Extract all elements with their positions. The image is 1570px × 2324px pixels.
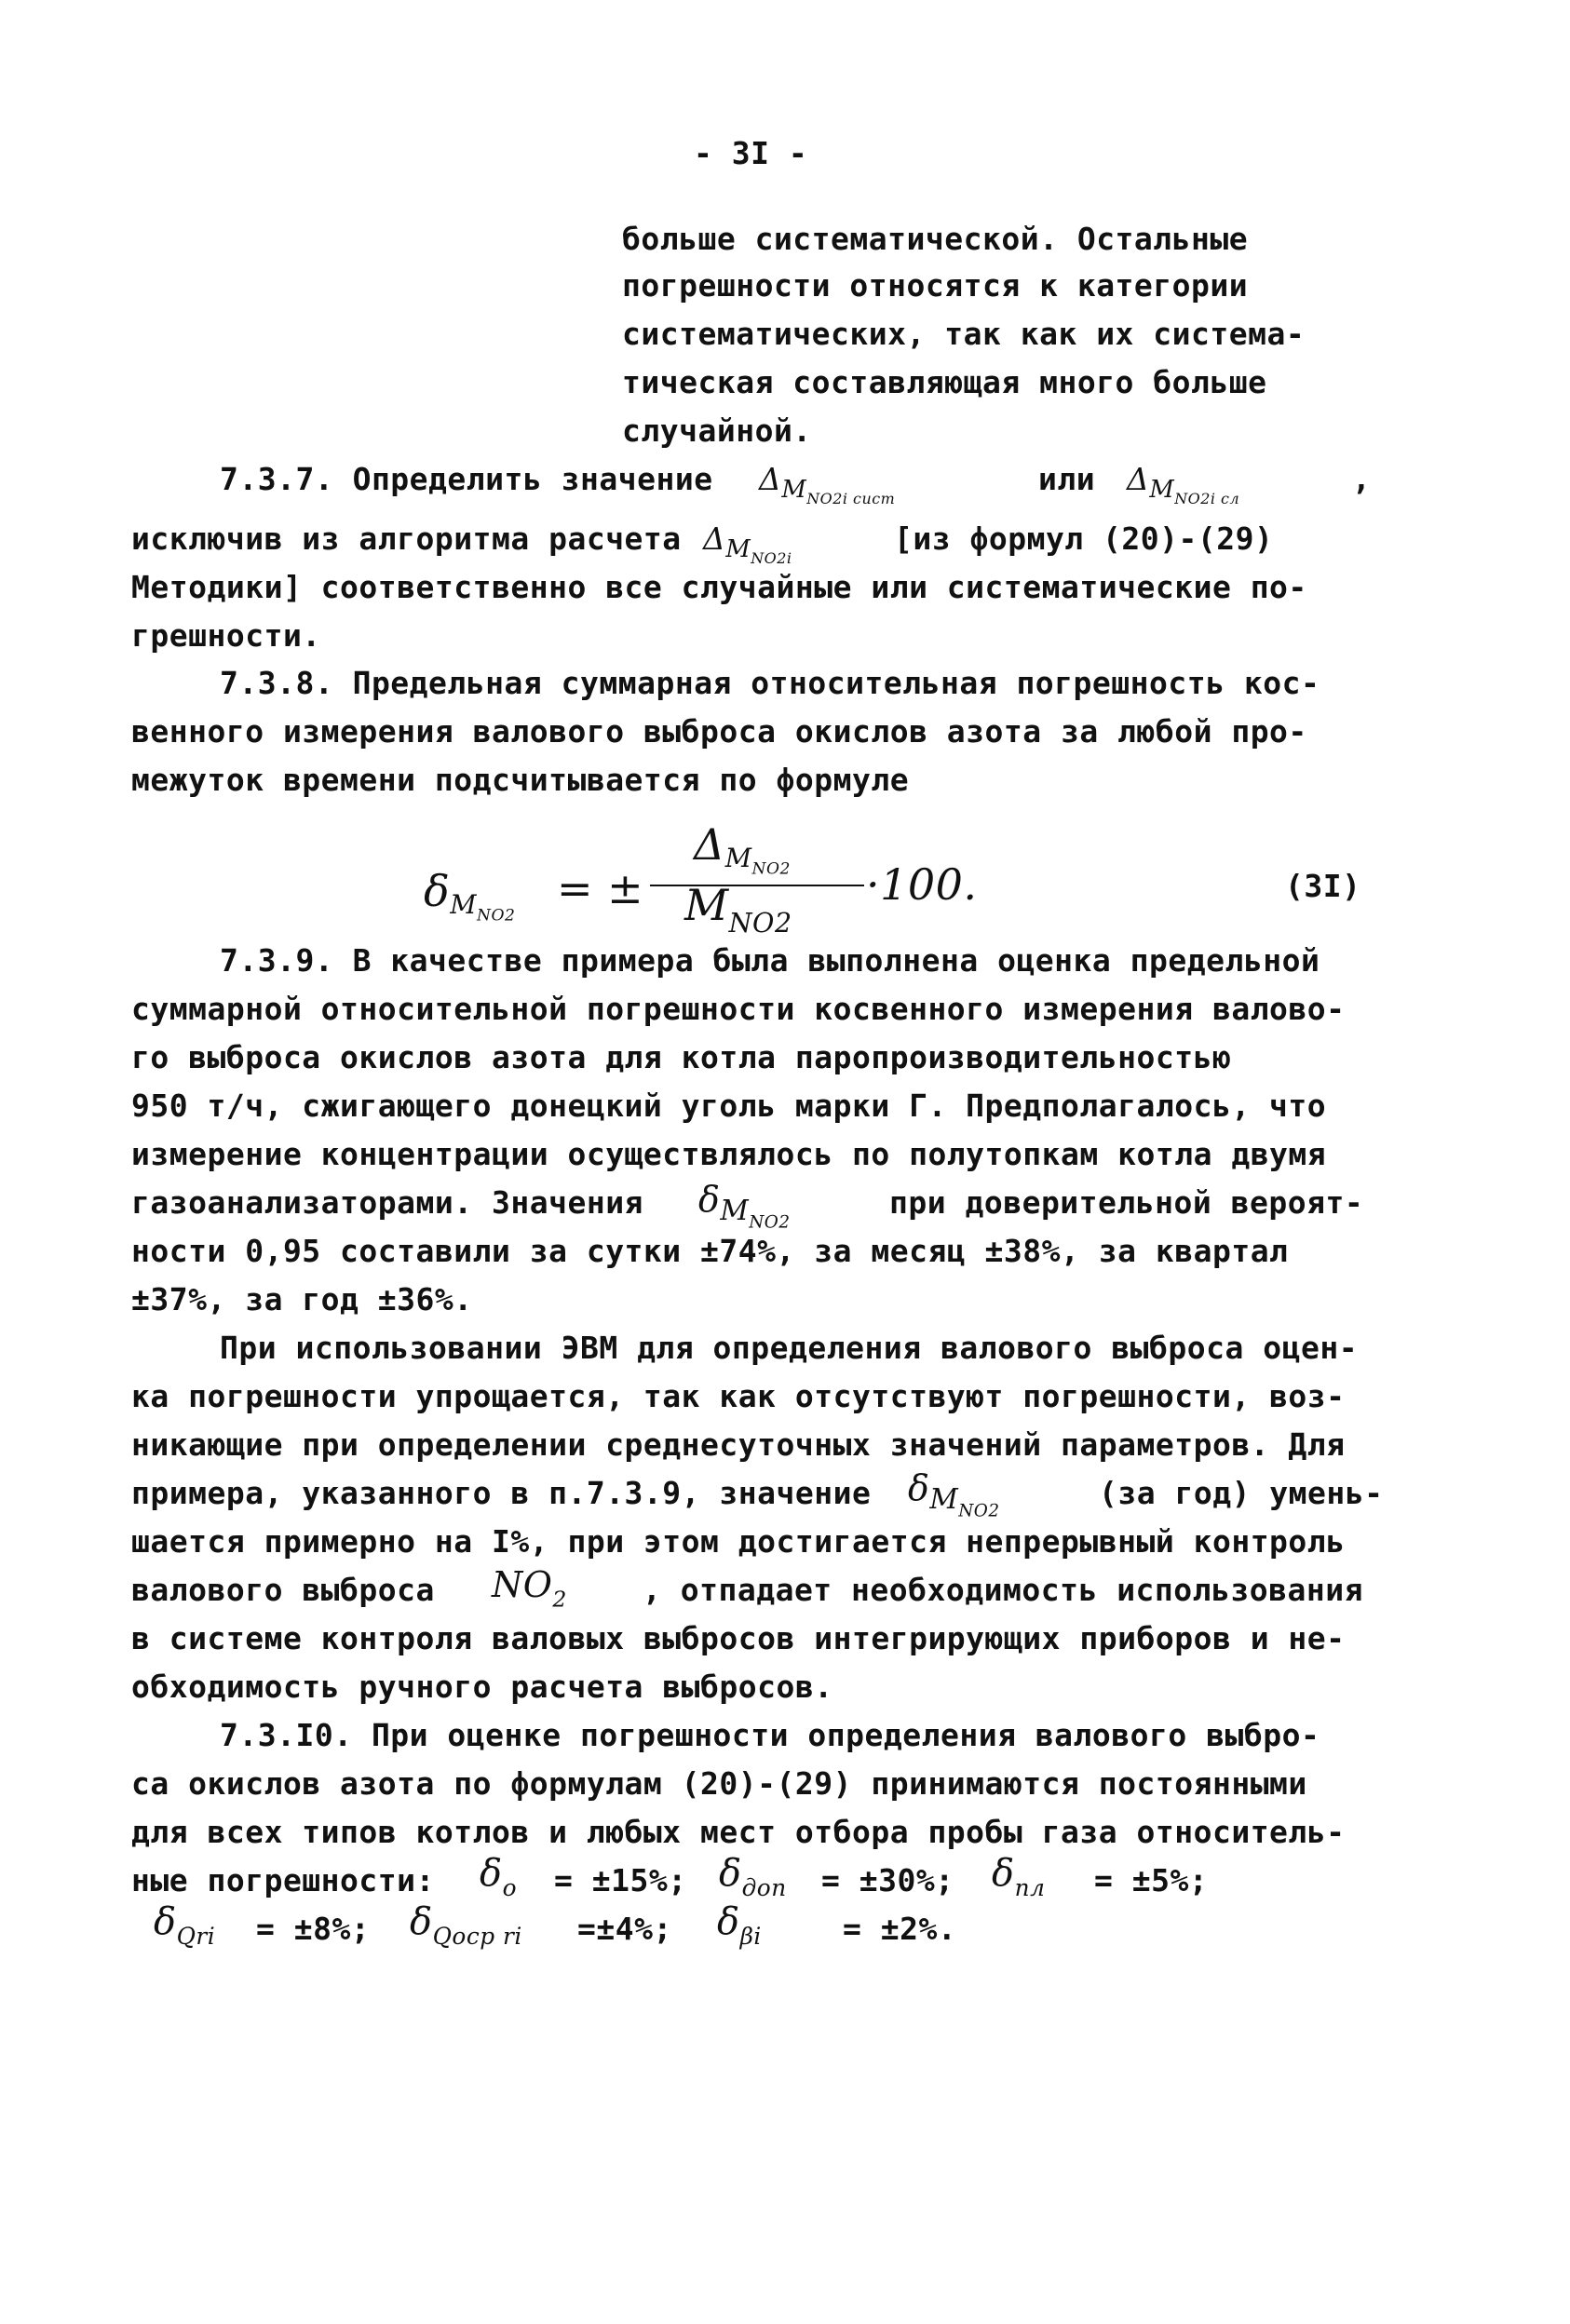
text-line: ка погрешности упрощается, так как отсутствуют погрешности, воз-: [131, 1378, 1346, 1414]
value: =±4%;: [577, 1911, 672, 1947]
text-line: валового выброса: [131, 1572, 435, 1608]
formula-lhs: $\delta M_{NO2}$: [424, 866, 516, 926]
no2-symbol: $NO_2$: [492, 1564, 567, 1613]
text-line: (за год) умень-: [1099, 1475, 1384, 1511]
text-line: Методики] соответственно все случайные или систематические по-: [131, 569, 1307, 605]
text-line: венного измерения валового выброса окислов азота за любой про-: [131, 713, 1307, 750]
text-line: ные погрешности:: [131, 1862, 435, 1898]
text-line: погрешности относятся к категории: [622, 267, 1249, 304]
delta-m-no2i-sist: $\Delta_{M_{NO2i сист}}$: [759, 461, 896, 507]
formula-label: (3I): [1285, 868, 1361, 904]
text-line: случайной.: [622, 412, 812, 449]
text-line: никающие при определении среднесуточных значений параметров. Для: [131, 1426, 1346, 1463]
text-line: са окислов азота по формулам (20)-(29) принимаются постоянными: [131, 1765, 1307, 1802]
text-line: систематических, так как их система-: [622, 316, 1306, 352]
text-line: 950 т/ч, сжигающего донецкий уголь марки Г. Предполагалось, что: [131, 1088, 1327, 1124]
text-line: межуток времени подсчитывается по формуле: [131, 762, 910, 798]
page-number: - 3I -: [694, 135, 808, 171]
delta-m-no2i: $\Delta_{M_{NO2i}}$: [703, 520, 792, 567]
formula-denominator: $M_{NO2}$: [684, 880, 792, 939]
text-line: [из формул (20)-(29): [894, 520, 1274, 557]
delta-qocp-ri: $\delta_{Qocp ri}$: [410, 1900, 522, 1951]
value: = ±2%.: [843, 1911, 957, 1947]
text-line: газоанализаторами. Значения: [131, 1184, 643, 1221]
text-line: суммарной относительной погрешности косвенного измерения валово-: [131, 991, 1346, 1027]
text-word: или: [1038, 461, 1096, 497]
text-line: , отпадает необходимость использования: [643, 1572, 1363, 1608]
text-line: го выброса окислов азота для котла паропроизводительностью: [131, 1039, 1232, 1075]
text-line: в системе контроля валовых выбросов интегрирующих приборов и не-: [131, 1620, 1346, 1656]
formula-eq: = ±: [557, 863, 644, 913]
text-line: больше систематической. Остальные: [622, 221, 1249, 257]
delta-pl: $\delta_{пл}$: [992, 1852, 1046, 1902]
text-line: ности 0,95 составили за сутки ±74%, за месяц ±38%, за квартал: [131, 1233, 1289, 1269]
delta-qri: $\delta_{Qri}$: [154, 1900, 216, 1951]
delta-beta-i: $\delta_{\beta i}$: [717, 1900, 762, 1951]
text-line: 7.3.9. В качестве примера была выполнена оценка предельной: [220, 942, 1320, 979]
text-line: ±37%, за год ±36%.: [131, 1281, 473, 1317]
delta-o: $\delta_o$: [480, 1852, 518, 1902]
text-line: 7.3.I0. При оценке погрешности определения валового выбро-: [220, 1717, 1320, 1753]
text-line: примера, указанного в п.7.3.9, значение: [131, 1475, 872, 1511]
text-line: при доверительной вероят-: [889, 1184, 1364, 1221]
delta-m-no2: $\delta_{M_{NO2}}$: [698, 1179, 791, 1233]
delta-m-no2i-sl: $\Delta_{M_{NO2i сл}}$: [1127, 461, 1240, 507]
text-line: исключив из алгоритма расчета: [131, 520, 682, 557]
text-line: 7.3.8. Предельная суммарная относительная погрешность кос-: [220, 665, 1320, 701]
value: = ±30%;: [821, 1862, 954, 1898]
text-line: измерение концентрации осуществлялось по полутопкам котла двумя: [131, 1136, 1327, 1172]
formula-tail: ·100.: [866, 859, 978, 910]
text-punct: ,: [1352, 461, 1372, 497]
value: = ±8%;: [256, 1911, 371, 1947]
text-line: 7.3.7. Определить значение: [220, 461, 713, 497]
text-line: для всех типов котлов и любых мест отбора пробы газа относитель-: [131, 1814, 1346, 1850]
value: = ±15%;: [554, 1862, 687, 1898]
text-line: обходимость ручного расчета выбросов.: [131, 1669, 833, 1705]
text-line: шается примерно на I%, при этом достигается непрерывный контроль: [131, 1523, 1346, 1560]
text-line: грешности.: [131, 617, 321, 654]
formula-numerator: $\Delta M_{NO2}$: [694, 819, 791, 879]
value: = ±5%;: [1094, 1862, 1209, 1898]
text-line: тическая составляющая много больше: [622, 364, 1267, 400]
text-line: При использовании ЭВМ для определения валового выброса оцен-: [220, 1330, 1359, 1366]
delta-dop: $\delta_{доп}$: [719, 1852, 787, 1902]
delta-m-no2: $\delta_{M_{NO2}}$: [908, 1467, 1000, 1521]
